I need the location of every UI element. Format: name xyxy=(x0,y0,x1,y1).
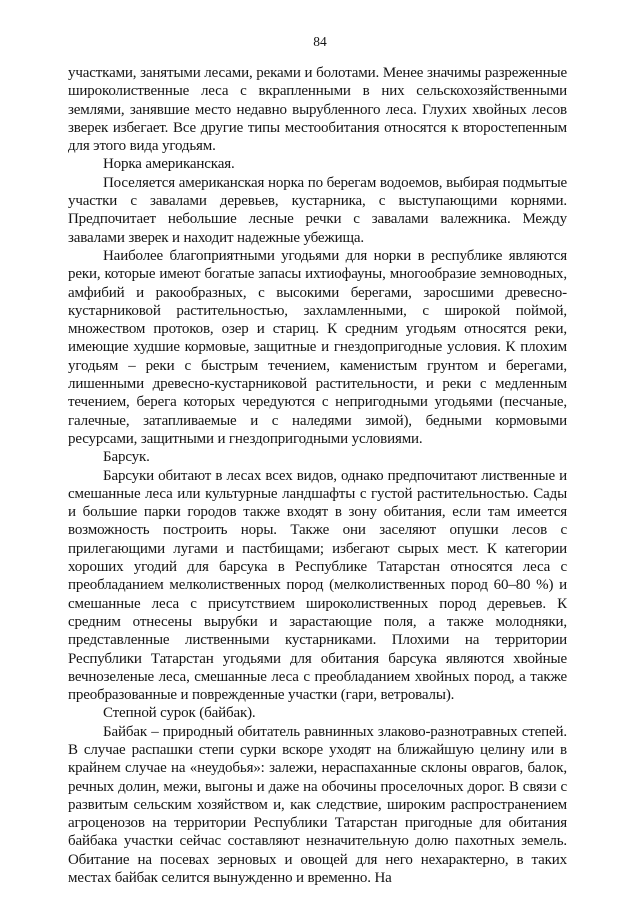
document-body xyxy=(68,64,567,887)
paragraph: Байбак – природный обитатель равнинных злаково-разнотравных степей. В случае распашки степи сурки вскоре уходят на ближайшую целину или в крайнем случае на «неудобья»: залежи, нераспаханные склоны оврагов, балок, речных долин, межи, выгоны и даже на обочины проселочных дорог. В связи с развитым сельским хозяйством и, как следствие, широким распространением агроценозов на территории Республики Татарстан пригодные для обитания байбака участки сейчас составляют незначительную долю пахотных земель. Обитание на посевах зерновых и овощей для него нехарактерно, в таких местах байбак селится вынужденно и временно. На xyxy=(68,723,567,887)
paragraph-continuation: участками, занятыми лесами, реками и болотами. Менее значимы разреженные широколиственные леса с вкрапленными в них сельскохозяйственными землями, занявшие место недавно вырубленного леса. Глухих хвойных лесов зверек избегает. Все другие типы местообитания относятся к второстепенным для этого вида угодьям. xyxy=(68,65,567,155)
section-heading-marmot: Степной сурок (байбак). xyxy=(103,705,256,722)
page-number: 84 xyxy=(313,34,327,49)
paragraph: Наиболее благоприятными угодьями для норки в республике являются реки, которые имеют богатые запасы ихтиофауны, многообразие земноводных, амфибий и ракообразных, с высокими берегами, заросшими древесно-кустарниковой растительностью, захламленными, с широкой поймой, множеством протоков, озер и стариц. К средним угодьям относятся реки, имеющие худшие кормовые, защитные и гнездопригодные условия. К плохим угодьям – реки с быстрым течением, каменистым грунтом и берегами, лишенными древесно-кустарниковой растительности, и реки с медленным течением, берега которых чередуются с непригодными угодьями (песчаные, галечные, затапливаемые и с наледями зимой), бедными кормовыми ресурсами, защитными и гнездопригодными условиями. xyxy=(68,247,567,447)
paragraph: Поселяется американская норка по берегам водоемов, выбирая подмытые участки с завалами деревьев, кустарника, с выступающими корнями. Предпочитает небольшие лесные речки с завалами валежника. Между завалами зверек и находит надежные убежища. xyxy=(68,174,567,246)
section-heading-mink: Норка американская. xyxy=(103,156,235,173)
section-heading-badger: Барсук. xyxy=(103,449,150,466)
paragraph: Барсуки обитают в лесах всех видов, однако предпочитают лиственные и смешанные леса или культурные ландшафты с густой растительностью. Сады и большие парки городов также входят в зону обитания, если там имеется возможность построить норы. Также они заселяют опушки лесов с прилегающими лугами и пастбищами; избегают сырых мест. К категории хороших угодий для барсука в Республике Татарстан относятся леса с преобладанием мелколиственных пород (мелколиственных пород 60–80 %) и смешанные леса с присутствием широколиственных пород деревьев. К средним отнесены вырубки и зарастающие поля, а также молодняки, представленные лиственными кустарниками. Плохими на территории Республики Татарстан угодьями для обитания барсука являются хвойные вечнозеленые леса, смешанные леса с преобладанием хвойных пород, а также преобразованные и поврежденные участки (гари, ветровалы). xyxy=(68,467,567,704)
